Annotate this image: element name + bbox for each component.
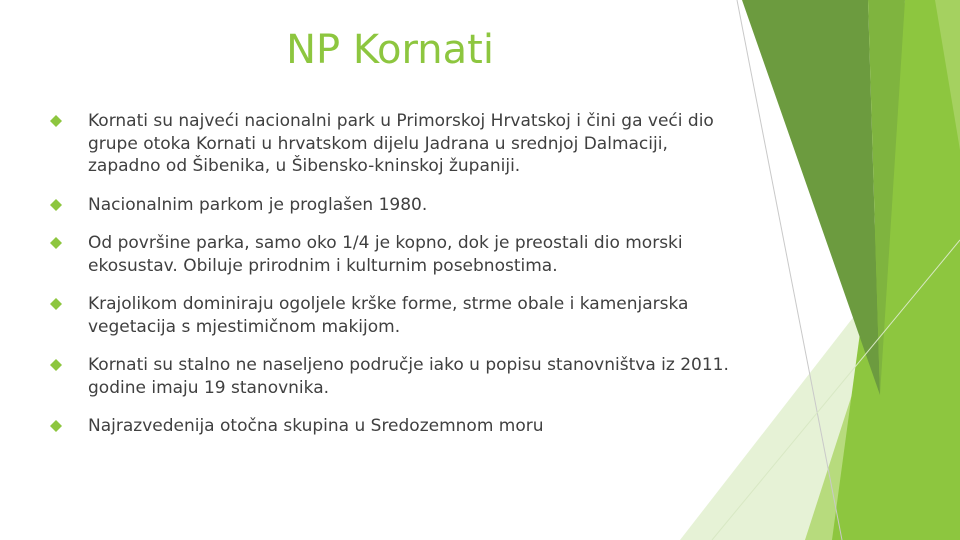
slide-title: NP Kornati [286,27,494,73]
list-item [50,110,740,178]
bullet-text: Kornati su najveći nacionalni park u Primorskoj Hrvatskoj i čini ga veći dio grupe otoka Kornati u hrvatskom dijelu Jadrana u srednjoj Dalmaciji, zapadno od Šibenika, u Šibensko-kninskoj županiji. [88,111,714,176]
list-item [50,194,740,217]
bullet-list [50,110,740,454]
list-item [50,354,740,399]
bullet-text: Nacionalnim parkom je proglašen 1980. [88,194,428,215]
bullet-text: Krajolikom dominiraju ogoljele krške forme, strme obale i kamenjarska vegetacija s mjestimičnom makijom. [88,294,689,337]
list-item [50,415,740,438]
list-item [50,232,740,277]
bullet-text: Najrazvedenija otočna skupina u Sredozemnom moru [88,416,544,436]
diamond-bullet-icon [50,237,62,249]
diamond-bullet-icon [50,359,62,371]
diamond-bullet-icon [50,115,62,127]
diamond-bullet-icon [50,199,62,211]
bullet-text: Kornati su stalno ne naseljeno područje iako u popisu stanovništva iz 2011. godine imaju 19 stanovnika. [88,355,729,398]
diamond-bullet-icon [50,420,62,432]
diamond-bullet-icon [50,298,62,310]
bullet-text: Od površine parka, samo oko 1/4 je kopno, dok je preostali dio morski ekosustav. Obiluje prirodnim i kulturnim posebnostima. [88,233,683,276]
list-item [50,293,740,338]
